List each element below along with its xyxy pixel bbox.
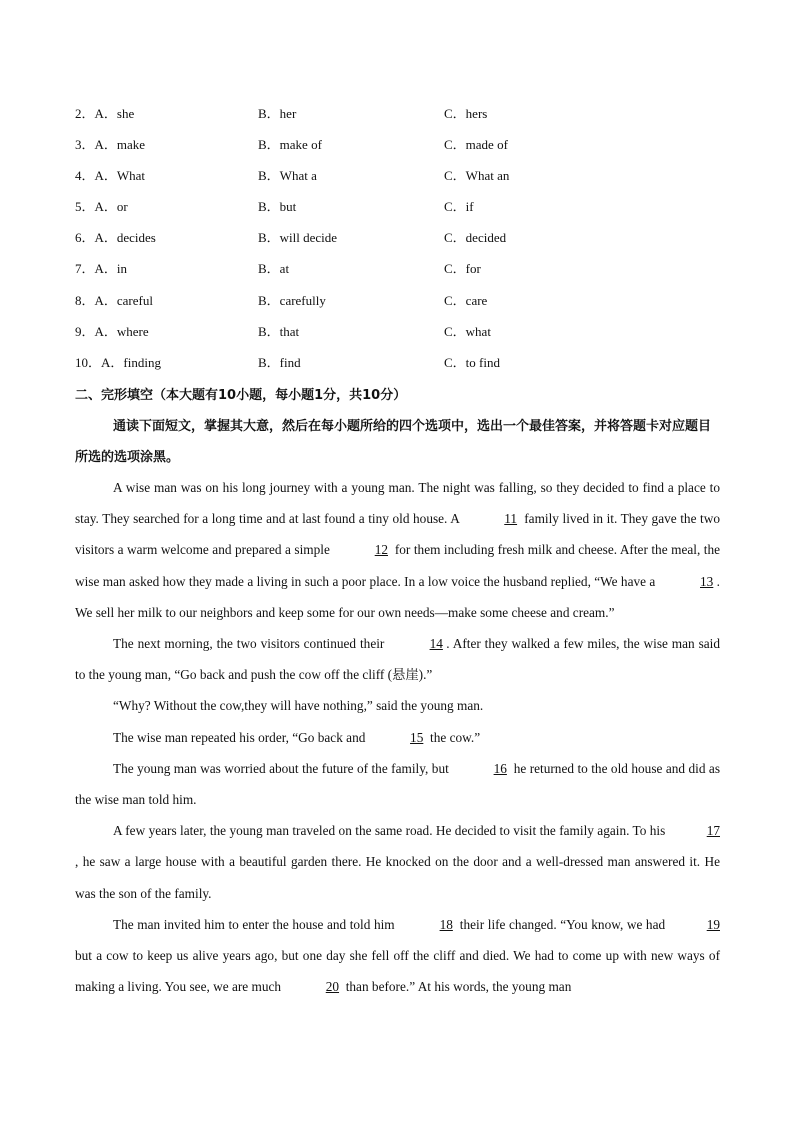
option-row — [75, 321, 725, 352]
passage-text: The next morning, the two visitors continued their — [113, 636, 389, 652]
option-b: B．carefully — [258, 292, 326, 308]
option-a: 5．A．or — [75, 199, 128, 215]
option-row — [75, 352, 725, 383]
passage-text: but a cow to keep us alive years ago, but one day she fell off the cliff and died. We had to come up with new ways of making a living. You see, we are much — [75, 948, 720, 995]
option-c: C．if — [444, 199, 474, 215]
paragraph — [75, 628, 720, 690]
blank-11: 11 — [504, 511, 518, 527]
blank-18: 18 — [439, 916, 453, 932]
option-a: 4．A．What — [75, 168, 146, 184]
paragraph — [75, 690, 720, 721]
option-c: C．to find — [444, 354, 500, 370]
option-b: B．find — [258, 354, 301, 370]
option-b: B．at — [258, 261, 290, 277]
option-row — [75, 103, 725, 134]
option-c: C．what — [444, 323, 491, 339]
blank-14: 14 — [429, 636, 443, 652]
blank-19: 19 — [706, 916, 720, 932]
option-a: 10．A．finding — [75, 354, 161, 370]
option-b: B．but — [258, 199, 297, 215]
section-title: 二、完形填空（本大题有10小题，每小题1分，共10分） — [75, 388, 407, 403]
paragraph — [75, 909, 720, 1003]
instruction-text: 通读下面短文，掌握其大意，然后在每小题所给的四个选项中，选出一个最佳答案，并将答题卡对应题目所选的选项涂黑。 — [75, 419, 712, 465]
option-row — [75, 165, 725, 196]
option-a: 3．A．make — [75, 137, 146, 153]
passage-text: he returned to the old house and did as the wise man told him. — [75, 760, 721, 808]
option-a: 2．A．she — [75, 106, 135, 121]
paragraph — [75, 472, 720, 628]
blank-15: 15 — [410, 729, 424, 745]
option-row — [75, 290, 725, 321]
option-a: 8．A．careful — [75, 292, 153, 308]
passage-text: than before.” At his words, the young man — [342, 979, 572, 995]
cloze-passage — [75, 472, 720, 1002]
option-b: B．that — [258, 323, 300, 339]
option-c: C．hers — [444, 106, 488, 121]
option-b: B．make of — [258, 137, 322, 153]
option-c: C．decided — [444, 230, 507, 246]
paragraph — [75, 815, 720, 909]
answer-options — [75, 103, 725, 383]
passage-text: their life changed. “You know, we had — [456, 916, 669, 932]
passage-text: the cow.” — [426, 729, 481, 745]
passage-text: “Why? Without the cow,they will have nothing,” said the young man. — [113, 698, 484, 714]
passage-text: The man invited him to enter the house and told him — [113, 916, 399, 932]
option-c: C．What an — [444, 168, 510, 184]
blank-20: 20 — [325, 979, 340, 995]
passage-text: . We sell her milk to our neighbors and keep some for our own needs—make some cheese and cream.” — [75, 573, 720, 620]
option-row — [75, 227, 725, 258]
option-c: C．made of — [444, 137, 508, 153]
option-c: C．care — [444, 292, 488, 308]
passage-text: for them including fresh milk and cheese. After the meal, the wise man asked how they made a living in such a poor place. In a low voice the husband replied, “We have a — [75, 542, 721, 589]
passage-text: The young man was worried about the future of the family, but — [113, 760, 453, 776]
option-b: B．her — [258, 106, 297, 121]
blank-12: 12 — [374, 542, 388, 558]
option-b: B．What a — [258, 168, 317, 184]
passage-text: A wise man was on his long journey with a young man. The night was falling, so they decided to find a place to stay. They searched for a long time and at last found a tiny old house. A — [75, 480, 720, 527]
option-c: C．for — [444, 261, 481, 277]
blank-13: 13 — [700, 573, 714, 589]
option-row — [75, 134, 725, 165]
passage-text: A few years later, the young man traveled on the same road. He decided to visit the family again. To his — [113, 823, 669, 839]
option-b: B．will decide — [258, 230, 338, 246]
option-row — [75, 196, 725, 227]
passage-text: The wise man repeated his order, “Go back and — [113, 729, 369, 745]
option-a: 7．A．in — [75, 261, 128, 277]
option-a: 6．A．decides — [75, 230, 156, 246]
blank-17: 17 — [706, 823, 720, 839]
paragraph — [75, 722, 720, 753]
passage-text: . After they walked a few miles, the wise man said to the young man, “Go back and push the cow off the cliff (悬崖).” — [75, 636, 720, 683]
paragraph — [75, 753, 720, 815]
option-a: 9．A．where — [75, 323, 149, 339]
passage-text: , he saw a large house with a beautiful garden there. He knocked on the door and a well-dressed man answered it. He was the son of the family. — [75, 854, 720, 901]
option-row — [75, 258, 725, 289]
blank-16: 16 — [493, 760, 507, 776]
passage-text: family lived in it. They gave the two visitors a warm welcome and prepared a simple — [75, 511, 720, 558]
